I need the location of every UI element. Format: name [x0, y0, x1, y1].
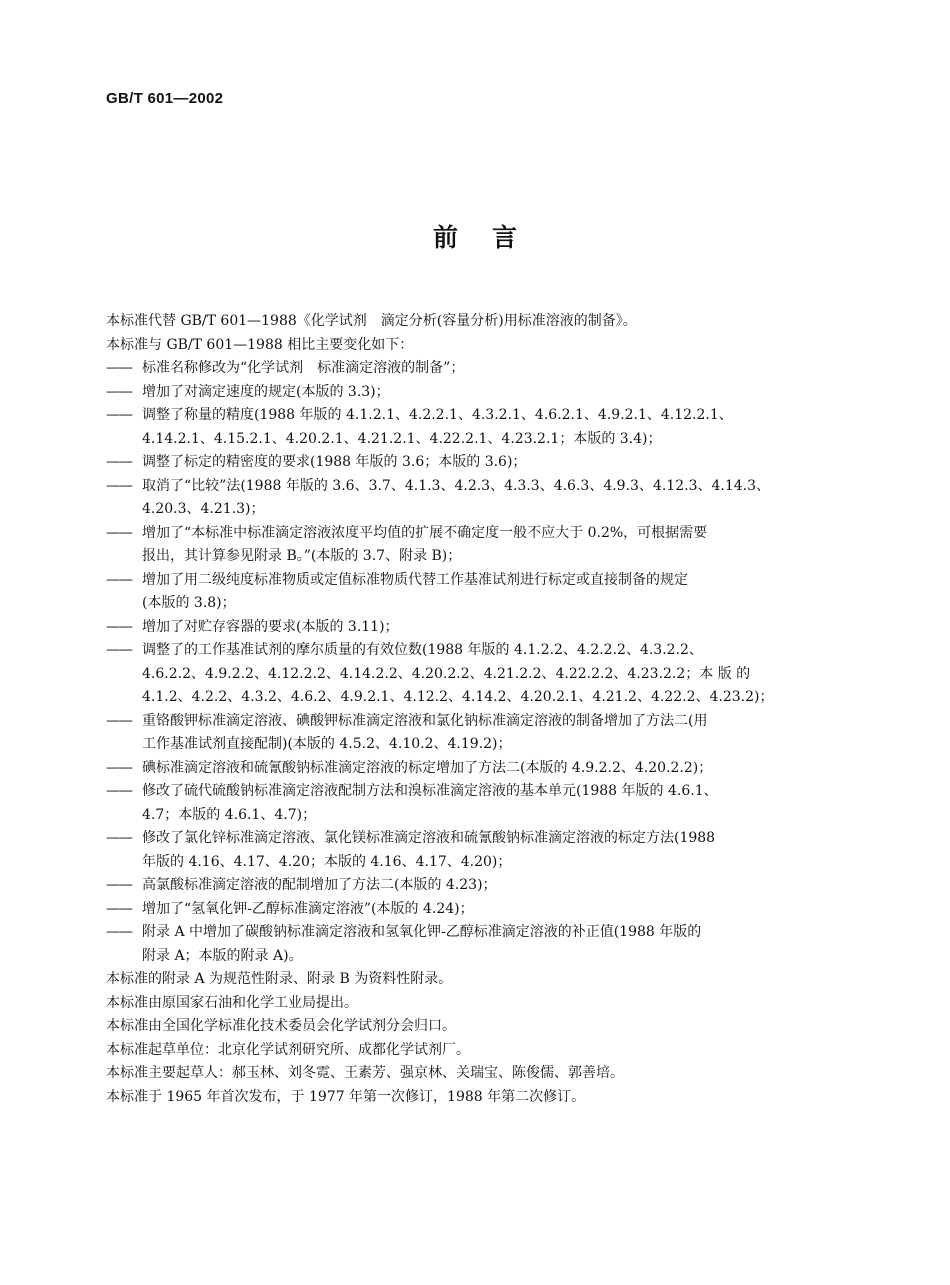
- list-item-continuation: 报出，其计算参见附录 B。”(本版的 3.7、附录 B)；: [142, 548, 462, 564]
- list-item-text: 附录 A 中增加了碳酸钠标准滴定溶液和氢氧化钾-乙醇标准滴定溶液的补正值(1988 年版的: [142, 924, 702, 940]
- paragraph-replaces: 本标准代替 GB/T 601—1988《化学试剂 滴定分析(容量分析)用标准溶液的制备》。: [106, 313, 637, 329]
- page-title: 前言: [432, 223, 551, 252]
- dash-marker: ——: [106, 830, 132, 846]
- list-item-text: 碘标准滴定溶液和硫氰酸钠标准滴定溶液的标定增加了方法二(本版的 4.9.2.2、4.20.2.2)；: [142, 759, 713, 776]
- list-item: [106, 475, 846, 499]
- list-item: [106, 451, 846, 475]
- dash-marker: ——: [106, 618, 132, 635]
- list-item: [106, 404, 846, 428]
- list-item-text: 取消了“比较”法(1988 年版的 3.6、3.7、4.1.3、4.2.3、4.3.3、4.6.3、4.9.3、4.12.3、4.14.3、: [142, 477, 771, 494]
- list-item: [106, 710, 846, 734]
- dash-marker: ——: [106, 360, 132, 376]
- list-item: [106, 639, 846, 663]
- paragraph-changes-intro: 本标准与 GB/T 601—1988 相比主要变化如下：: [106, 336, 414, 353]
- paragraph-annexes: 本标准的附录 A 为规范性附录、附录 B 为资料性附录。: [106, 971, 453, 987]
- list-item: [106, 780, 846, 804]
- list-item-continuation: 年版的 4.16、4.17、4.20；本版的 4.16、4.17、4.20)；: [142, 853, 512, 870]
- dash-marker: ——: [106, 783, 132, 799]
- paragraph-drafting-units: 本标准起草单位：北京化学试剂研究所、成都化学试剂厂。: [106, 1041, 470, 1058]
- list-item: [106, 827, 846, 851]
- list-item: [106, 616, 846, 640]
- standard-code: GB/T 601—2002: [106, 90, 224, 107]
- paragraph-history: 本标准于 1965 年首次发布，于 1977 年第一次修订，1988 年第二次修订。: [106, 1088, 586, 1105]
- list-item: [106, 381, 846, 405]
- dash-marker: ——: [106, 383, 132, 400]
- dash-marker: ——: [106, 712, 132, 729]
- list-item-text: 增加了对滴定速度的规定(本版的 3.3)；: [142, 383, 390, 400]
- dash-marker: ——: [106, 877, 132, 893]
- list-item: [106, 757, 846, 781]
- list-item-text: 高氯酸标准滴定溶液的配制增加了方法二(本版的 4.23)；: [142, 877, 497, 893]
- paragraph-proposer: 本标准由原国家石油和化学工业局提出。: [106, 994, 358, 1011]
- paragraph-committee: 本标准由全国化学标准化技术委员会化学试剂分会归口。: [106, 1018, 456, 1034]
- list-item-continuation: 4.6.2.2、4.9.2.2、4.12.2.2、4.14.2.2、4.20.2.2、4.21.2.2、4.22.2.2、4.23.2.2；本 版 的: [142, 665, 751, 682]
- list-item-continuation: 4.1.2、4.2.2、4.3.2、4.6.2、4.9.2.1、4.12.2、4.14.2、4.20.2.1、4.21.2、4.22.2、4.23.2)；: [142, 689, 774, 705]
- list-item: [106, 898, 846, 922]
- list-item-continuation: 4.20.3、4.21.3)；: [142, 501, 265, 517]
- list-item-text: 调整了称量的精度(1988 年版的 4.1.2.1、4.2.2.1、4.3.2.1、4.6.2.1、4.9.2.1、4.12.2.1、: [142, 407, 733, 423]
- list-item: [106, 921, 846, 945]
- list-item-text: 增加了“本标准中标准滴定溶液浓度平均值的扩展不确定度一般不应大于 0.2%，可根据需要: [142, 524, 708, 541]
- dash-marker: ——: [106, 759, 132, 776]
- dash-marker: ——: [106, 900, 132, 917]
- dash-marker: ——: [106, 454, 132, 470]
- dash-marker: ——: [106, 571, 132, 588]
- list-item: [106, 569, 846, 593]
- dash-marker: ——: [106, 924, 132, 940]
- list-item-continuation: (本版的 3.8)；: [142, 595, 236, 611]
- list-item-text: 增加了“氢氧化钾-乙醇标准滴定溶液”(本版的 4.24)；: [142, 900, 474, 917]
- list-item-text: 重铬酸钾标准滴定溶液、碘酸钾标准滴定溶液和氯化钠标准滴定溶液的制备增加了方法二(用: [142, 712, 708, 729]
- list-item-continuation: 附录 A；本版的附录 A)。: [142, 947, 303, 964]
- list-item-text: 增加了用二级纯度标准物质或定值标准物质代替工作基准试剂进行标定或直接制备的规定: [142, 571, 688, 588]
- list-item: [106, 874, 846, 898]
- dash-marker: ——: [106, 642, 132, 658]
- list-item: [106, 357, 846, 381]
- list-item: [106, 522, 846, 546]
- list-item-text: 标准名称修改为“化学试剂 标准滴定溶液的制备”；: [142, 360, 465, 376]
- list-item-continuation: 4.7；本版的 4.6.1、4.7)；: [142, 806, 317, 823]
- list-item-continuation: 4.14.2.1、4.15.2.1、4.20.2.1、4.21.2.1、4.22.2.1、4.23.2.1；本版的 3.4)；: [142, 430, 662, 447]
- document-body: [106, 310, 846, 1109]
- dash-marker: ——: [106, 477, 132, 494]
- paragraph-drafters: 本标准主要起草人：郝玉林、刘冬霓、王素芳、强京林、关瑞宝、陈俊儒、郭善培。: [106, 1065, 624, 1081]
- list-item-text: 修改了氯化锌标准滴定溶液、氯化镁标准滴定溶液和硫氰酸钠标准滴定溶液的标定方法(1988: [142, 830, 716, 846]
- list-item-text: 调整了的工作基准试剂的摩尔质量的有效位数(1988 年版的 4.1.2.2、4.2.2.2、4.3.2.2、: [142, 642, 703, 658]
- list-item-text: 调整了标定的精密度的要求(1988 年版的 3.6；本版的 3.6)；: [142, 454, 527, 470]
- dash-marker: ——: [106, 524, 132, 541]
- list-item-text: 增加了对贮存容器的要求(本版的 3.11)；: [142, 618, 399, 635]
- list-item-text: 修改了硫代硫酸钠标准滴定溶液配制方法和溴标准滴定溶液的基本单元(1988 年版的 4.6.1、: [142, 783, 718, 799]
- dash-marker: ——: [106, 407, 132, 423]
- list-item-continuation: 工作基准试剂直接配制)(本版的 4.5.2、4.10.2、4.19.2)；: [142, 736, 512, 752]
